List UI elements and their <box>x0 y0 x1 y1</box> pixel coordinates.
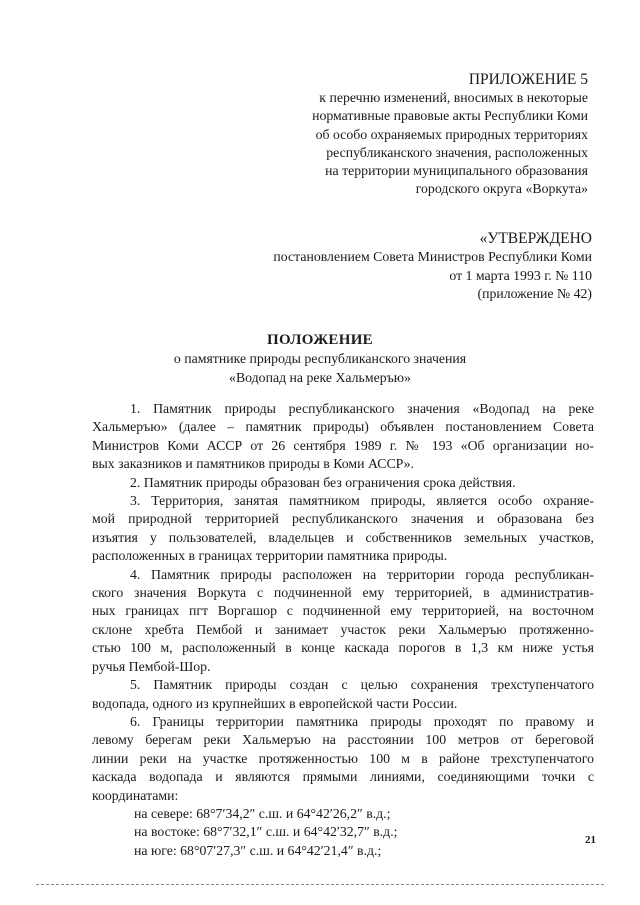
body-line: 5. Памятник природы создан с целью сохранения трехступенчатого <box>130 677 594 693</box>
body-line: мой природной территорией республиканского значения и образована без <box>92 511 594 527</box>
appendix-line: городского округа «Воркута» <box>415 181 588 197</box>
body-line: расположенных в границах территории памятника природы. <box>92 548 448 564</box>
body-line: 3. Территория, занятая памятником природы, является особо охраняе- <box>130 493 594 509</box>
body-line: 6. Границы территории памятника природы проходят по правому и <box>130 713 594 729</box>
appendix-line: на территории муниципального образования <box>325 163 588 179</box>
body-line: каскада водопада и являются прямыми линиями, соединяющими точки с <box>92 769 594 785</box>
body-line: линии реки на участке протяженностью 100 м в районе трехступенчатого <box>92 750 594 766</box>
body-line: стью 100 м, расположенный в конце каскада порогов в 1,3 км ниже устья <box>92 640 594 656</box>
approval-line: (приложение № 42) <box>477 286 592 301</box>
appendix-line: об особо охраняемых природных территориях <box>315 126 588 142</box>
body-line: ных границах пгт Воргашор с подчиненной ему территорией, на восточном <box>92 603 594 619</box>
body-line: вых заказников и памятников природы в Коми АССР». <box>92 456 415 472</box>
body-line: Хальмеръю» (далее – памятник природы) объявлен постановлением Совета <box>92 419 594 435</box>
body-line: на востоке: 68°7′32,1″ с.ш. и 64°42′32,7″ в.д.; <box>134 824 398 840</box>
body-line: склоне хребта Пембой и занимает участок реки Хальмеръю протяженно- <box>92 621 594 637</box>
body-line: 1. Памятник природы республиканского значения «Водопад на реке <box>130 401 594 416</box>
body-line: ского значения Воркута с подчиненной ему территорией, в административ- <box>92 585 594 601</box>
document-subtitle: о памятнике природы республиканского значения <box>173 351 467 366</box>
appendix-line: к перечню изменений, вносимых в некоторые <box>319 90 588 105</box>
appendix-title: ПРИЛОЖЕНИЕ 5 <box>468 71 588 88</box>
page-number: 21 <box>585 834 596 846</box>
footer-divider <box>36 884 604 885</box>
appendix-header <box>248 70 588 199</box>
body-line: 4. Памятник природы расположен на территории города республикан- <box>130 566 594 582</box>
body-line: координатами: <box>92 787 179 803</box>
body-line: Министров Коми АССР от 26 сентября 1989 г. № 193 «Об организации но- <box>92 437 594 453</box>
document-title: ПОЛОЖЕНИЕ <box>267 332 373 348</box>
body-line: ручья Пембой-Шор. <box>92 658 211 674</box>
body-line: на юге: 68°07′27,3″ с.ш. и 64°42′21,4″ в.д.; <box>134 842 382 858</box>
approval-line: постановлением Совета Министров Республики Коми <box>273 249 592 264</box>
body-line: левому берегам реки Хальмеръю на расстоянии 100 метров от береговой <box>92 732 594 748</box>
body-line: водопада, одного из крупнейших в европейской части России. <box>92 695 458 711</box>
appendix-line: республиканского значения, расположенных <box>326 144 588 160</box>
document-subtitle: «Водопад на реке Хальмеръю» <box>229 369 411 385</box>
document-heading <box>0 330 640 387</box>
approval-stamp <box>212 229 592 304</box>
approval-title: «УТВЕРЖДЕНО <box>479 230 592 247</box>
body-line: на севере: 68°7′34,2″ с.ш. и 64°42′26,2″ в.д.; <box>134 805 391 821</box>
appendix-line: нормативные правовые акты Республики Коми <box>312 108 588 124</box>
body-line: изъятия у пользователей, владельцев и собственников земельных участков, <box>92 529 594 545</box>
approval-line: от 1 марта 1993 г. № 110 <box>449 267 592 283</box>
body-line: 2. Памятник природы образован без ограничения срока действия. <box>130 474 516 490</box>
document-body <box>92 400 594 860</box>
